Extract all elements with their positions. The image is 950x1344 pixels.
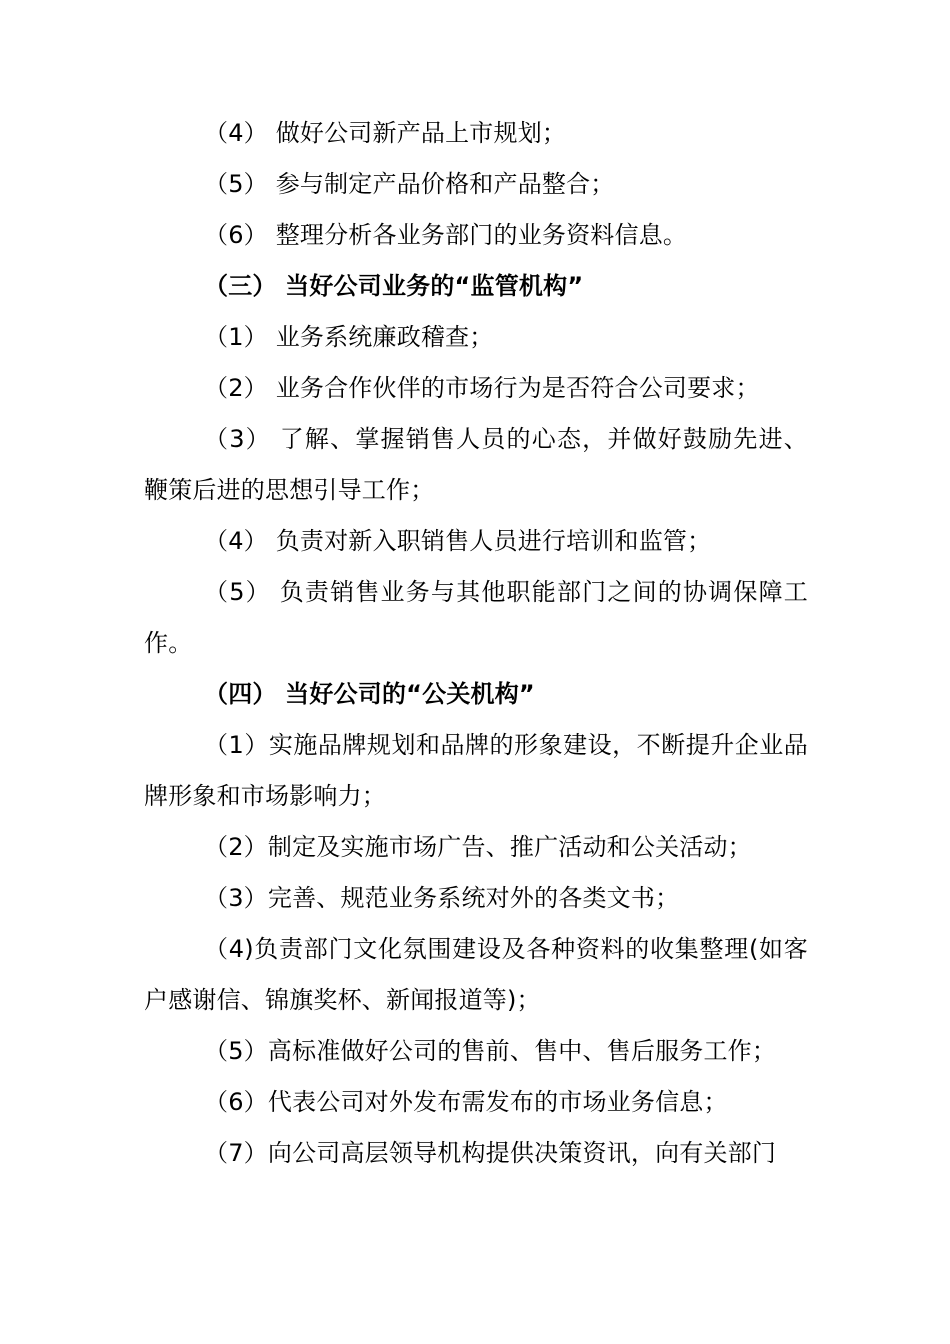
list-item-4: （4） 做好公司新产品上市规划； [204, 119, 567, 147]
list-item-4: （4)负责部门文化氛围建设及各种资料的收集整理(如客户感谢信、锦旗奖杯、新闻报道等)； [144, 935, 808, 1014]
section-heading-4: （四） 当好公司的“公关机构” [204, 680, 535, 708]
list-item-2: （2） 业务合作伙伴的市场行为是否符合公司要求； [204, 374, 760, 402]
list-item-3: （3） 了解、掌握销售人员的心态，并做好鼓励先进、鞭策后进的思想引导工作； [144, 425, 808, 504]
list-item-2: （2）制定及实施市场广告、推广活动和公关活动； [204, 833, 752, 861]
list-item-5: （5） 负责销售业务与其他职能部门之间的协调保障工作。 [144, 578, 808, 657]
list-item-4: （4） 负责对新入职销售人员进行培训和监管； [204, 527, 712, 555]
list-item-5: （5） 参与制定产品价格和产品整合； [204, 170, 615, 198]
list-item-6: （6）代表公司对外发布需发布的市场业务信息； [204, 1088, 728, 1116]
list-item-1: （1）实施品牌规划和品牌的形象建设，不断提升企业品牌形象和市场影响力； [144, 731, 808, 810]
list-item-7: （7）向公司高层领导机构提供决策资讯，向有关部门 [204, 1139, 777, 1167]
list-item-5: （5）高标准做好公司的售前、售中、售后服务工作； [204, 1037, 777, 1065]
list-item-3: （3）完善、规范业务系统对外的各类文书； [204, 884, 680, 912]
document-body [144, 108, 808, 1179]
list-item-1: （1） 业务系统廉政稽查； [204, 323, 494, 351]
section-heading-3: （三） 当好公司业务的“监管机构” [204, 272, 584, 300]
list-item-6: （6） 整理分析各业务部门的业务资料信息。 [204, 221, 688, 249]
